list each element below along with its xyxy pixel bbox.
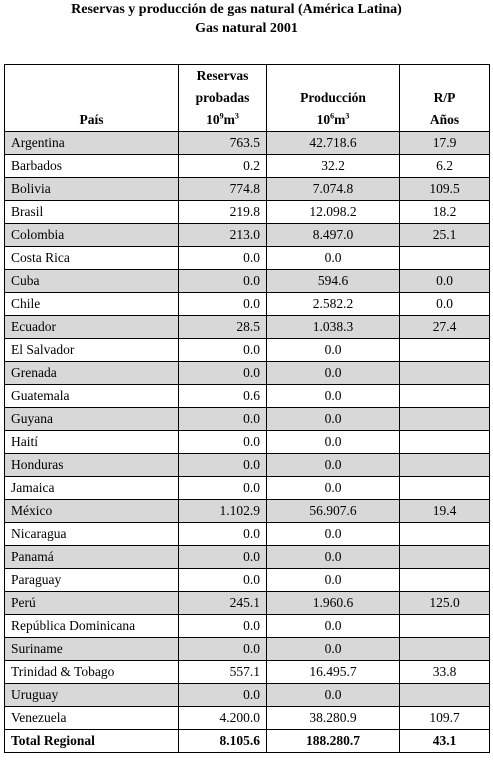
rp-cell bbox=[400, 339, 490, 362]
document-subtitle: Gas natural 2001 bbox=[195, 21, 298, 36]
unit-m: m bbox=[334, 112, 346, 127]
production-cell: 32.2 bbox=[267, 155, 400, 178]
header-rp-line2: Años bbox=[429, 112, 460, 127]
reserves-cell: 219.8 bbox=[179, 201, 267, 224]
rp-cell: 18.2 bbox=[400, 201, 490, 224]
table-row bbox=[5, 178, 490, 201]
country-cell: Guatemala bbox=[5, 385, 179, 408]
unit-m-exp: 3 bbox=[345, 111, 350, 121]
rp-cell: 25.1 bbox=[400, 224, 490, 247]
production-cell: 0.0 bbox=[267, 569, 400, 592]
table-row bbox=[5, 385, 490, 408]
reserves-cell: 0.0 bbox=[179, 339, 267, 362]
table-row bbox=[5, 638, 490, 661]
table-row bbox=[5, 454, 490, 477]
header-row bbox=[5, 65, 490, 132]
country-cell: Cuba bbox=[5, 270, 179, 293]
rp-cell: 109.7 bbox=[400, 707, 490, 730]
unit-exp: 9 bbox=[219, 111, 224, 121]
header-country-label: País bbox=[79, 112, 104, 127]
country-cell: Grenada bbox=[5, 362, 179, 385]
production-cell: 0.0 bbox=[267, 431, 400, 454]
rp-cell bbox=[400, 385, 490, 408]
unit-base: 10 bbox=[316, 112, 331, 127]
production-cell: 0.0 bbox=[267, 684, 400, 707]
production-cell: 0.0 bbox=[267, 454, 400, 477]
country-cell: Haití bbox=[5, 431, 179, 454]
reserves-cell: 763.5 bbox=[179, 132, 267, 155]
rp-cell: 19.4 bbox=[400, 500, 490, 523]
reserves-cell: 0.0 bbox=[179, 270, 267, 293]
production-cell: 0.0 bbox=[267, 247, 400, 270]
production-cell: 2.582.2 bbox=[267, 293, 400, 316]
rp-cell: 27.4 bbox=[400, 316, 490, 339]
reserves-cell: 0.0 bbox=[179, 408, 267, 431]
production-cell: 1.038.3 bbox=[267, 316, 400, 339]
rp-cell: 0.0 bbox=[400, 270, 490, 293]
rp-cell bbox=[400, 477, 490, 500]
reserves-cell: 0.0 bbox=[179, 569, 267, 592]
reserves-cell: 0.0 bbox=[179, 684, 267, 707]
unit-m-exp: 3 bbox=[234, 111, 239, 121]
country-cell: Colombia bbox=[5, 224, 179, 247]
table-row bbox=[5, 316, 490, 339]
header-reserves-line2: probadas bbox=[195, 90, 250, 105]
reserves-cell: 0.2 bbox=[179, 155, 267, 178]
production-cell: 16.495.7 bbox=[267, 661, 400, 684]
country-cell: Panamá bbox=[5, 546, 179, 569]
table-row bbox=[5, 247, 490, 270]
country-cell: Bolivia bbox=[5, 178, 179, 201]
total-production-cell: 188.280.7 bbox=[267, 730, 400, 753]
header-production-unit bbox=[273, 109, 393, 131]
production-cell: 594.6 bbox=[267, 270, 400, 293]
table-row bbox=[5, 362, 490, 385]
table-row bbox=[5, 661, 490, 684]
country-cell: Jamaica bbox=[5, 477, 179, 500]
table-body bbox=[5, 132, 490, 753]
header-rp bbox=[400, 65, 490, 132]
production-cell: 12.098.2 bbox=[267, 201, 400, 224]
production-cell: 0.0 bbox=[267, 523, 400, 546]
reserves-cell: 0.0 bbox=[179, 615, 267, 638]
table-row bbox=[5, 224, 490, 247]
reserves-cell: 0.0 bbox=[179, 477, 267, 500]
header-reserves-line1: Reservas bbox=[196, 68, 249, 83]
production-cell: 1.960.6 bbox=[267, 592, 400, 615]
production-cell: 0.0 bbox=[267, 339, 400, 362]
production-cell: 0.0 bbox=[267, 477, 400, 500]
reserves-cell: 0.0 bbox=[179, 638, 267, 661]
country-cell: Brasil bbox=[5, 201, 179, 224]
country-cell: Uruguay bbox=[5, 684, 179, 707]
rp-cell bbox=[400, 546, 490, 569]
unit-exp: 6 bbox=[330, 111, 335, 121]
rp-cell bbox=[400, 615, 490, 638]
country-cell: Paraguay bbox=[5, 569, 179, 592]
rp-cell bbox=[400, 569, 490, 592]
production-cell: 56.907.6 bbox=[267, 500, 400, 523]
production-cell: 8.497.0 bbox=[267, 224, 400, 247]
production-cell: 0.0 bbox=[267, 546, 400, 569]
table-row bbox=[5, 546, 490, 569]
production-cell: 38.280.9 bbox=[267, 707, 400, 730]
reserves-cell: 0.0 bbox=[179, 546, 267, 569]
rp-cell bbox=[400, 684, 490, 707]
gas-data-table bbox=[4, 64, 490, 753]
reserves-cell: 0.6 bbox=[179, 385, 267, 408]
header-reserves-unit bbox=[185, 109, 260, 131]
rp-cell: 109.5 bbox=[400, 178, 490, 201]
reserves-cell: 0.0 bbox=[179, 362, 267, 385]
country-cell: Chile bbox=[5, 293, 179, 316]
table-row bbox=[5, 569, 490, 592]
reserves-cell: 0.0 bbox=[179, 523, 267, 546]
rp-cell bbox=[400, 638, 490, 661]
reserves-cell: 245.1 bbox=[179, 592, 267, 615]
production-cell: 42.718.6 bbox=[267, 132, 400, 155]
table-row bbox=[5, 684, 490, 707]
production-cell: 0.0 bbox=[267, 615, 400, 638]
rp-cell: 6.2 bbox=[400, 155, 490, 178]
reserves-cell: 1.102.9 bbox=[179, 500, 267, 523]
table-row bbox=[5, 615, 490, 638]
rp-cell bbox=[400, 362, 490, 385]
reserves-cell: 28.5 bbox=[179, 316, 267, 339]
country-cell: Nicaragua bbox=[5, 523, 179, 546]
header-production bbox=[267, 65, 400, 132]
country-cell: Costa Rica bbox=[5, 247, 179, 270]
table-row bbox=[5, 431, 490, 454]
header-rp-line1: R/P bbox=[433, 90, 456, 105]
rp-cell: 17.9 bbox=[400, 132, 490, 155]
country-cell: Perú bbox=[5, 592, 179, 615]
table-row bbox=[5, 500, 490, 523]
country-cell: Honduras bbox=[5, 454, 179, 477]
reserves-cell: 213.0 bbox=[179, 224, 267, 247]
rp-cell bbox=[400, 431, 490, 454]
table-row bbox=[5, 523, 490, 546]
country-cell: Barbados bbox=[5, 155, 179, 178]
rp-cell bbox=[400, 408, 490, 431]
production-cell: 0.0 bbox=[267, 362, 400, 385]
country-cell: Venezuela bbox=[5, 707, 179, 730]
table-row bbox=[5, 293, 490, 316]
reserves-cell: 774.8 bbox=[179, 178, 267, 201]
total-rp-cell: 43.1 bbox=[400, 730, 490, 753]
rp-cell bbox=[400, 247, 490, 270]
total-row bbox=[5, 730, 490, 753]
rp-cell: 33.8 bbox=[400, 661, 490, 684]
table-row bbox=[5, 201, 490, 224]
country-cell: México bbox=[5, 500, 179, 523]
table-header bbox=[5, 65, 490, 132]
table-row bbox=[5, 339, 490, 362]
table-row bbox=[5, 132, 490, 155]
table-row bbox=[5, 477, 490, 500]
rp-cell bbox=[400, 454, 490, 477]
total-label-cell: Total Regional bbox=[5, 730, 179, 753]
reserves-cell: 0.0 bbox=[179, 293, 267, 316]
table-row bbox=[5, 270, 490, 293]
table-row bbox=[5, 408, 490, 431]
country-cell: El Salvador bbox=[5, 339, 179, 362]
country-cell: Argentina bbox=[5, 132, 179, 155]
production-cell: 0.0 bbox=[267, 408, 400, 431]
total-reserves-cell: 8.105.6 bbox=[179, 730, 267, 753]
table-row bbox=[5, 707, 490, 730]
rp-cell: 125.0 bbox=[400, 592, 490, 615]
reserves-cell: 0.0 bbox=[179, 431, 267, 454]
header-production-line1: Producción bbox=[300, 90, 366, 105]
header-reserves bbox=[179, 65, 267, 132]
document-title: Reservas y producción de gas natural (América Latina) bbox=[71, 2, 402, 17]
reserves-cell: 0.0 bbox=[179, 454, 267, 477]
rp-cell bbox=[400, 523, 490, 546]
reserves-cell: 0.0 bbox=[179, 247, 267, 270]
unit-m: m bbox=[223, 112, 235, 127]
country-cell: República Dominicana bbox=[5, 615, 179, 638]
rp-cell: 0.0 bbox=[400, 293, 490, 316]
country-cell: Trinidad & Tobago bbox=[5, 661, 179, 684]
country-cell: Guyana bbox=[5, 408, 179, 431]
production-cell: 7.074.8 bbox=[267, 178, 400, 201]
country-cell: Suriname bbox=[5, 638, 179, 661]
header-country bbox=[5, 65, 179, 132]
reserves-cell: 557.1 bbox=[179, 661, 267, 684]
unit-base: 10 bbox=[206, 112, 220, 127]
production-cell: 0.0 bbox=[267, 385, 400, 408]
table-row bbox=[5, 155, 490, 178]
country-cell: Ecuador bbox=[5, 316, 179, 339]
production-cell: 0.0 bbox=[267, 638, 400, 661]
table-row bbox=[5, 592, 490, 615]
reserves-cell: 4.200.0 bbox=[179, 707, 267, 730]
